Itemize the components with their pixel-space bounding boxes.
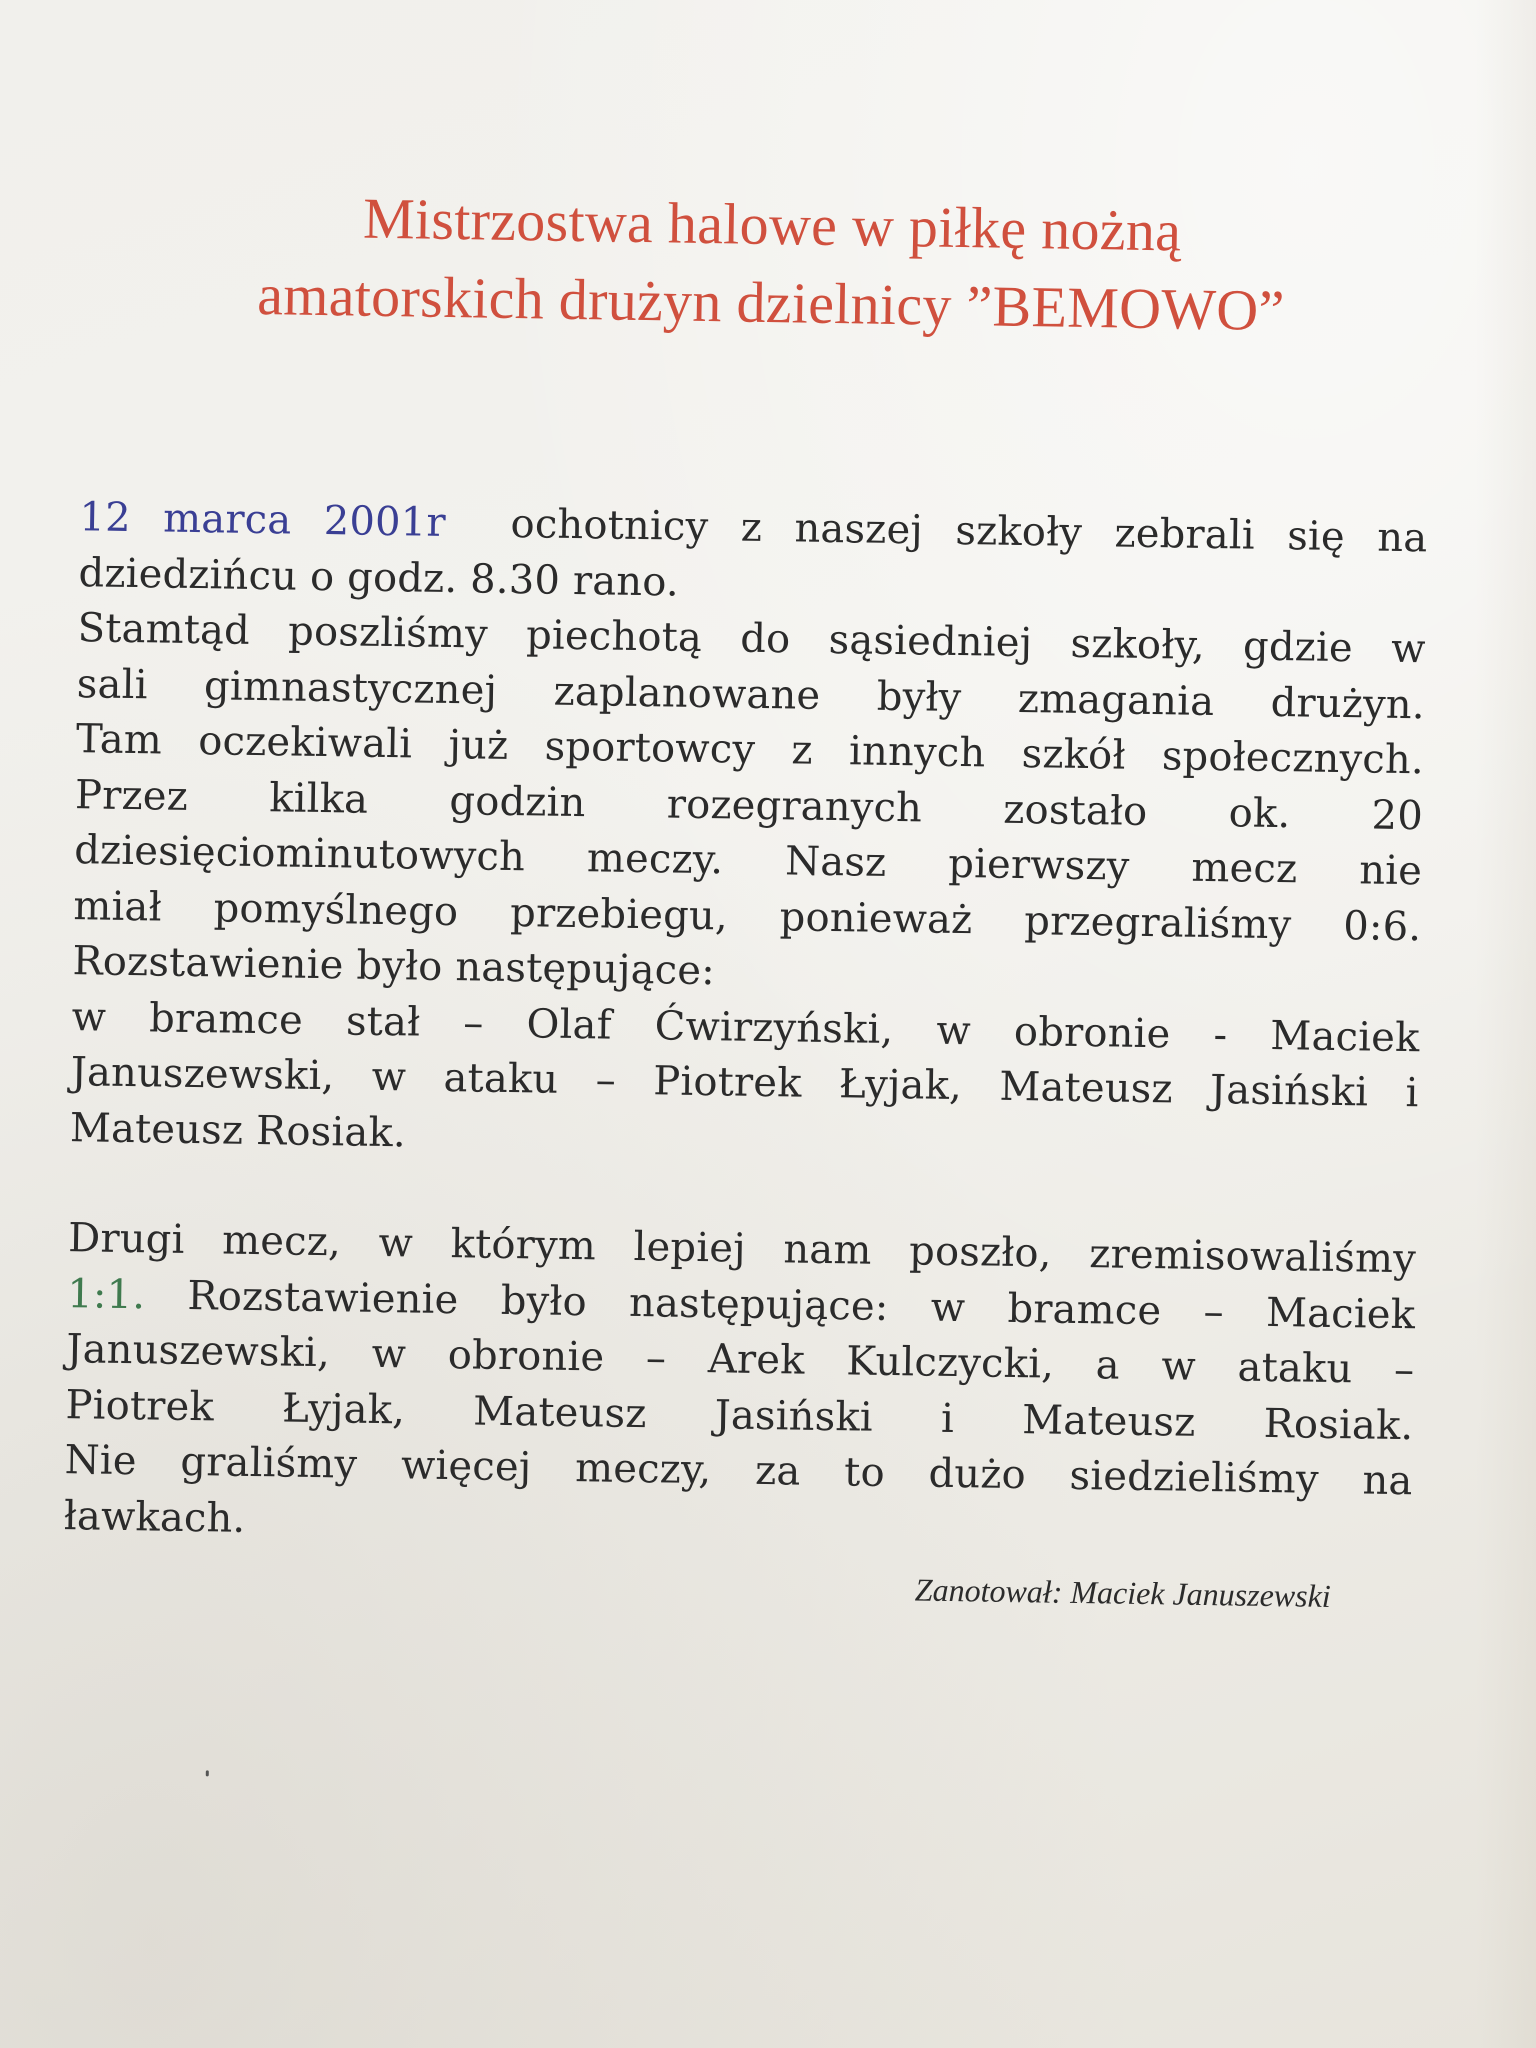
paragraph-1-line-11: Januszewski, w ataku – Piotrek Łyjak, Mateusz Jasiński i <box>70 1049 1419 1117</box>
title-line-2: amatorskich drużyn dzielnicy ”BEMOWO” <box>256 261 1286 344</box>
signature-note: Zanotował: Maciek Januszewski <box>914 1571 1331 1614</box>
paragraph-2-line-6: ławkach. <box>63 1492 246 1542</box>
paragraph-1-line-4: sali gimnastycznej zaplanowane były zmagania drużyn. <box>76 660 1426 728</box>
date-text: 12 marca 2001r <box>79 494 447 546</box>
paragraph-1 <box>69 490 1427 1177</box>
word: zostało <box>1003 786 1148 835</box>
paragraph-1-line-10: w bramce stał – Olaf Ćwirzyński, w obronie - Maciek <box>71 993 1420 1061</box>
paragraph-2-line-5: Nie graliśmy więcej meczy, za to dużo siedzieliśmy na <box>64 1437 1413 1505</box>
word: 20 <box>1371 792 1424 839</box>
document-title <box>120 176 1422 352</box>
paragraph-2-line-1: Drugi mecz, w którym lepiej nam poszło, zremisowaliśmy <box>67 1215 1417 1283</box>
word: kilka <box>268 774 369 823</box>
paragraph-1-line-9: Rozstawienie było następujące: <box>72 938 716 995</box>
word: rozegranych <box>666 780 923 831</box>
line-2-text: Rozstawienie było następujące: w bramce – Maciek <box>187 1272 1416 1338</box>
paragraph-1-line-12: Mateusz Rosiak. <box>69 1104 407 1156</box>
score-text: 1:1. <box>66 1270 146 1318</box>
paragraph-2 <box>63 1211 1416 1565</box>
paper-speck <box>206 1770 209 1776</box>
paragraph-2-line-4: Piotrek Łyjak, Mateusz Jasiński i Mateusz Rosiak. <box>65 1381 1414 1449</box>
paragraph-1-line-7: dziesięciominutowych meczy. Nasz pierwszy mecz nie <box>73 827 1423 895</box>
line-1-text: ochotnicy z naszej szkoły zebrali się na <box>510 500 1428 562</box>
word: Przez <box>74 771 189 820</box>
paragraph-1-line-5: Tam oczekiwali już sportowcy z innych szkół społecznych. <box>75 716 1425 784</box>
word: ok. <box>1228 789 1291 837</box>
paragraph-1-line-3: Stamtąd poszliśmy piechotą do sąsiedniej szkoły, gdzie w <box>77 605 1426 673</box>
paragraph-1-line-2: dziedzińcu o godz. 8.30 rano. <box>78 549 680 606</box>
paragraph-2-line-3: Januszewski, w obronie – Arek Kulczycki, a w ataku – <box>66 1326 1415 1394</box>
word: godzin <box>449 777 586 826</box>
document-body <box>63 490 1427 1565</box>
paragraph-1-line-8: miał pomyślnego przebiegu, ponieważ przegraliśmy 0:6. <box>73 882 1422 950</box>
title-line-1: Mistrzostwa halowe w piłkę nożną <box>362 185 1182 264</box>
